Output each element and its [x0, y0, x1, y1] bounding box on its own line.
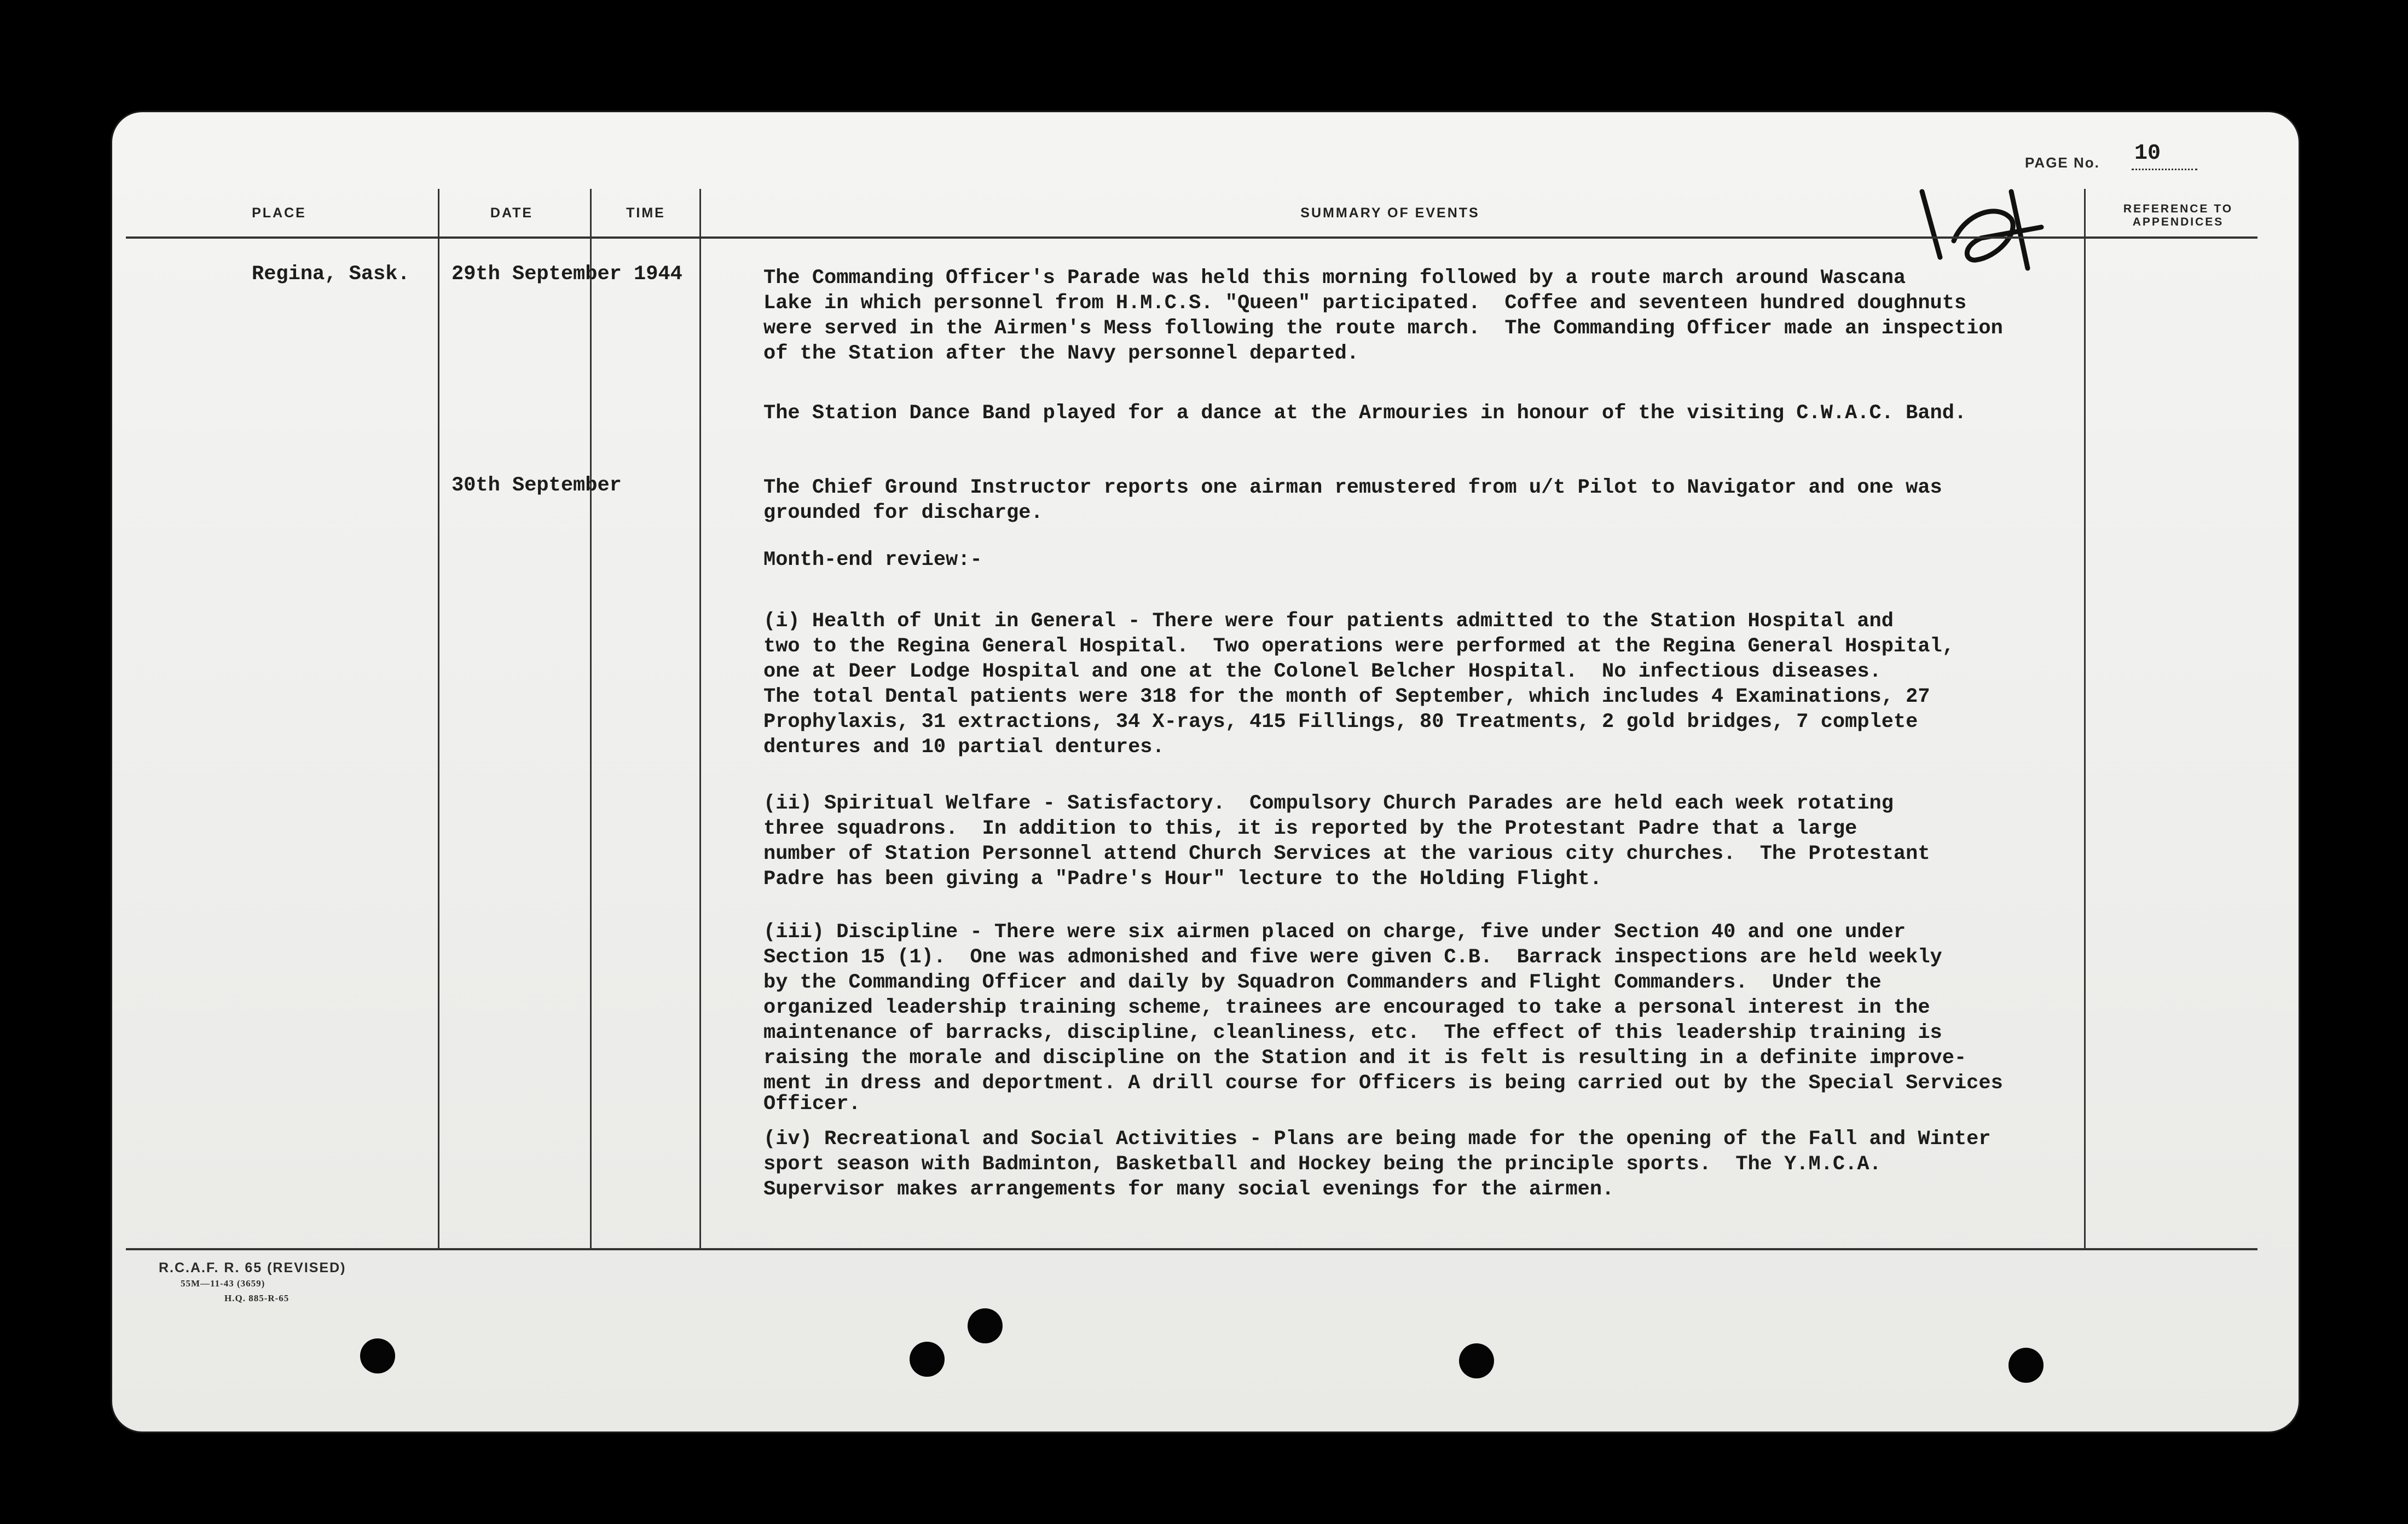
summary-paragraph-7 [763, 920, 2104, 1116]
paragraph-line: maintenance of barracks, discipline, cleanliness, etc. The effect of this leadership training is [763, 1021, 1942, 1044]
column-divider-place [438, 189, 439, 1248]
form-id: R.C.A.F. R. 65 (REVISED) [159, 1260, 346, 1275]
paragraph-line: two to the Regina General Hospital. Two operations were performed at the Regina General Hospital, [763, 635, 1954, 658]
paragraph-line: Lake in which personnel from H.M.C.S. "Queen" participated. Coffee and seventeen hundred doughnuts [763, 292, 1967, 315]
paragraph-line: (iii) Discipline - There were six airmen placed on charge, five under Section 40 and one under [763, 921, 1906, 944]
page-number-label: PAGE No. [2025, 154, 2100, 171]
paragraph-line: grounded for discharge. [763, 501, 1043, 524]
paragraph-line: (ii) Spiritual Welfare - Satisfactory. Compulsory Church Parades are held each week rotating [763, 792, 1894, 815]
paragraph-line: one at Deer Lodge Hospital and one at the Colonel Belcher Hospital. No infectious diseases. [763, 660, 1882, 683]
paragraph-line: Month-end review:- [763, 549, 982, 572]
header-summary: SUMMARY OF EVENTS [1300, 205, 1480, 221]
paragraph-line: The Commanding Officer's Parade was held this morning followed by a route march around Wascana [763, 267, 1906, 290]
header-reference [2088, 203, 2268, 229]
date-entry-1: 29th September 1944 [452, 263, 682, 286]
binder-hole [1459, 1343, 1494, 1378]
page-number-value: 10 [2134, 141, 2161, 166]
paragraph-line: by the Commanding Officer and daily by Squadron Commanders and Flight Commanders. Under the [763, 971, 1882, 994]
header-date: DATE [490, 205, 534, 221]
paragraph-line: number of Station Personnel attend Church Services at the various city churches. The Protestant [763, 842, 1930, 865]
binder-hole [2008, 1348, 2044, 1383]
binder-hole [360, 1338, 395, 1373]
summary-paragraph-8 [763, 1127, 2104, 1202]
paragraph-line: (iv) Recreational and Social Activities - Plans are being made for the opening of the Fall and Winter [763, 1128, 1991, 1151]
column-divider-time [699, 189, 701, 1248]
paragraph-line: The total Dental patients were 318 for the month of September, which includes 4 Examinations, 27 [763, 685, 1930, 708]
paragraph-line: sport season with Badminton, Basketball and Hockey being the principle sports. The Y.M.C.A. [763, 1153, 1882, 1176]
paragraph-line: Officer. [763, 1093, 861, 1116]
paragraph-line: ment in dress and deportment. A drill course for Officers is being carried out by the Special Services [763, 1072, 2003, 1095]
header-time: TIME [626, 205, 665, 221]
paragraph-line: Section 15 (1). One was admonished and five were given C.B. Barrack inspections are held weekly [763, 946, 1942, 969]
print-code: 55M—11-43 (3659) [181, 1278, 265, 1289]
column-divider-date [590, 189, 592, 1248]
place-entry: Regina, Sask. [252, 263, 410, 286]
paragraph-line: (i) Health of Unit in General - There were four patients admitted to the Station Hospital and [763, 610, 1894, 633]
header-reference-line2: APPENDICES [2132, 216, 2224, 228]
paragraph-line: The Station Dance Band played for a dance at the Armouries in honour of the visiting C.W.A.C. Band. [763, 402, 1967, 425]
paragraph-line: Padre has been giving a "Padre's Hour" lecture to the Holding Flight. [763, 868, 1602, 891]
header-reference-line1: REFERENCE TO [2123, 203, 2233, 215]
summary-paragraph-4 [763, 547, 2104, 573]
summary-paragraph-6 [763, 791, 2104, 892]
summary-paragraph-2 [763, 401, 2104, 426]
hq-code: H.Q. 885-R-65 [224, 1293, 290, 1303]
summary-paragraph-3 [763, 475, 2104, 526]
paragraph-line: of the Station after the Navy personnel departed. [763, 342, 1359, 365]
paragraph-line: The Chief Ground Instructor reports one airman remustered from u/t Pilot to Navigator and one was [763, 476, 1942, 499]
paragraph-line: were served in the Airmen's Mess following the route march. The Commanding Officer made an inspection [763, 317, 2003, 340]
header-place: PLACE [252, 205, 306, 221]
handwritten-mark [1915, 181, 2058, 279]
paragraph-line: dentures and 10 partial dentures. [763, 736, 1165, 759]
date-entry-2: 30th September [452, 474, 622, 497]
summary-paragraph-5 [763, 609, 2104, 760]
summary-paragraph-1 [763, 265, 2104, 366]
binder-hole [910, 1342, 945, 1377]
page-number-underline [2132, 169, 2197, 170]
paragraph-line: raising the morale and discipline on the Station and it is felt is resulting in a definite improve- [763, 1047, 1967, 1070]
paragraph-line: Prophylaxis, 31 extractions, 34 X-rays, 415 Fillings, 80 Treatments, 2 gold bridges, 7 complete [763, 711, 1918, 734]
header-rule [126, 236, 2258, 239]
paragraph-line: three squadrons. In addition to this, it is reported by the Protestant Padre that a large [763, 817, 1857, 840]
bottom-rule [126, 1248, 2258, 1250]
binder-hole [968, 1308, 1003, 1343]
paragraph-line: organized leadership training scheme, trainees are encouraged to take a personal interest in the [763, 996, 1930, 1019]
paragraph-line: Supervisor makes arrangements for many social evenings for the airmen. [763, 1178, 1614, 1201]
